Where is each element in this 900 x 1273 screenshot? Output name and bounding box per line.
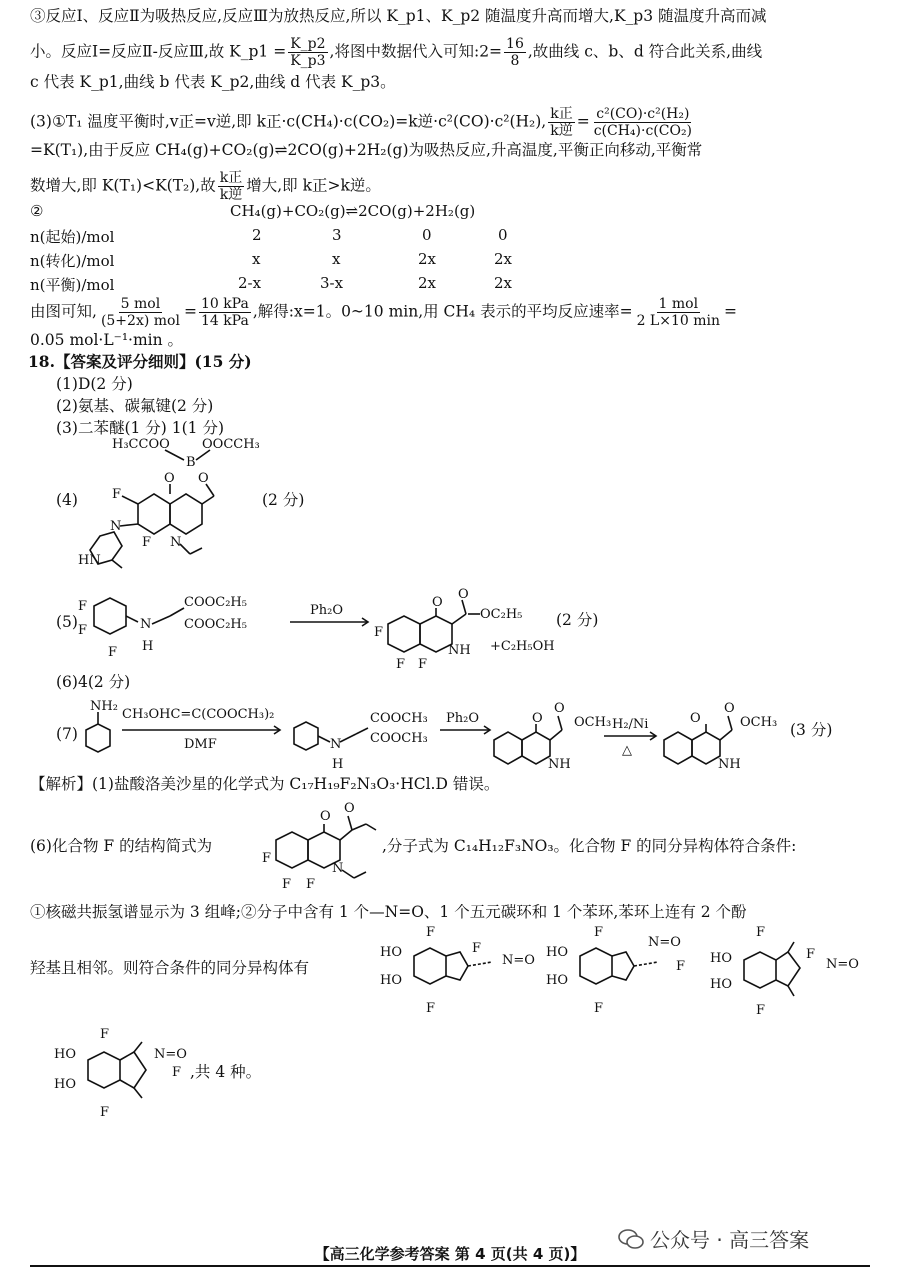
svg-text:F: F	[676, 959, 686, 974]
svg-text:F: F	[426, 925, 436, 940]
svg-text:F: F	[262, 851, 272, 866]
svg-text:O: O	[458, 587, 469, 602]
svg-text:OCH₃: OCH₃	[574, 715, 612, 730]
svg-text:COOCH₃: COOCH₃	[370, 731, 428, 746]
svg-text:NH: NH	[548, 757, 571, 772]
explanation-8: 羟基且相邻。则符合条件的同分异构体有	[30, 959, 310, 977]
svg-text:N: N	[170, 535, 182, 550]
svg-text:O: O	[320, 809, 331, 824]
svg-text:O: O	[432, 595, 443, 610]
footer-rule	[30, 1265, 870, 1267]
svg-text:F: F	[806, 947, 816, 962]
svg-text:F: F	[306, 877, 316, 892]
explanation-1: 【解析】(1)盐酸洛美沙星的化学式为 C₁₇H₁₉F₂N₃O₃·HCl.D 错误。	[30, 775, 500, 793]
svg-text:HO: HO	[710, 977, 732, 992]
svg-text:COOC₂H₅: COOC₂H₅	[184, 595, 247, 610]
line-12: 0.05 mol·L⁻¹·min 。	[30, 331, 184, 349]
svg-text:F: F	[172, 1065, 182, 1080]
svg-text:F: F	[594, 1001, 604, 1016]
svg-text:N: N	[110, 519, 122, 534]
line-5: =K(T₁),由于反应 CH₄(g)+CO₂(g)⇌2CO(g)+2H₂(g)为吸热反应,升高温度,平衡正向移动,平衡常	[30, 141, 703, 159]
isomer-1	[380, 925, 535, 1016]
svg-text:+C₂H₅OH: +C₂H₅OH	[490, 639, 555, 654]
svg-text:F: F	[756, 925, 766, 940]
svg-text:NH: NH	[448, 643, 471, 658]
svg-text:N=O: N=O	[648, 935, 681, 950]
line-1: ③反应Ⅰ、反应Ⅱ为吸热反应,反应Ⅲ为放热反应,所以 K_p1、K_p2 随温度升高而增大,K_p3 随温度升高而减	[30, 7, 767, 25]
svg-text:HN: HN	[78, 553, 101, 568]
svg-text:CH₃OHC=C(COOCH₃)₂: CH₃OHC=C(COOCH₃)₂	[122, 707, 275, 722]
svg-text:COOC₂H₅: COOC₂H₅	[184, 617, 247, 632]
svg-text:N: N	[332, 861, 344, 876]
svg-text:HO: HO	[380, 973, 402, 988]
svg-text:H: H	[142, 639, 154, 654]
svg-text:F: F	[426, 1001, 436, 1016]
svg-text:N=O: N=O	[502, 953, 535, 968]
svg-text:O: O	[532, 711, 543, 726]
svg-text:NH₂: NH₂	[90, 699, 118, 714]
svg-text:HO: HO	[54, 1047, 76, 1062]
svg-text:F: F	[472, 941, 482, 956]
svg-text:F: F	[396, 657, 406, 672]
svg-text:O: O	[724, 701, 735, 716]
svg-text:Ph₂O: Ph₂O	[446, 711, 479, 726]
svg-text:HO: HO	[546, 973, 568, 988]
svg-text:O: O	[690, 711, 701, 726]
explanation-6-a: (6)化合物 F 的结构简式为	[30, 837, 213, 855]
answer-7-label: (7)	[56, 725, 78, 743]
svg-text:HO: HO	[710, 951, 732, 966]
svg-text:N: N	[140, 617, 152, 632]
svg-text:NH: NH	[718, 757, 741, 772]
svg-text:O: O	[344, 801, 355, 816]
svg-text:DMF: DMF	[184, 737, 217, 752]
synthesis-route-7	[84, 696, 824, 776]
svg-text:H₃CCOO: H₃CCOO	[112, 437, 170, 452]
svg-text:F: F	[418, 657, 428, 672]
explanation-6-b: ,分子式为 C₁₄H₁₂F₃NO₃。化合物 F 的同分异构体符合条件:	[382, 837, 797, 855]
page-footer: 【高三化学参考答案 第 4 页(共 4 页)】	[314, 1245, 586, 1263]
line-11: 由图可知, $\frac{\text{5 mol}}{\text{(5+2x) mol}}$ = $\frac{\text{10 kPa}}{\text{14 kPa}}$ ,解得:x=1。0~10 min,用 CH₄ 表示的平均反应速率= $\frac{\text{1 mol}}{2 L\times 10 \min}$ =	[30, 296, 737, 329]
answer-1: (1)D(2 分)	[56, 375, 133, 393]
line-4: (3)①T₁ 温度平衡时,v正=v逆,即 k正·c(CH₄)·c(CO₂)=k逆·c²(CO)·c²(H₂), $\frac{\text{k正}}{\text{k逆}}$ = $\frac{\text{c²(CO)·c²(H₂)}}{\text{c(CH₄)·c(CO₂)}}$	[30, 106, 693, 139]
svg-text:F: F	[112, 487, 122, 502]
svg-text:OC₂H₅: OC₂H₅	[480, 607, 523, 622]
question-18-heading: 18.【答案及评分细则】(15 分)	[28, 352, 252, 371]
answer-5-score: (2 分)	[556, 611, 599, 629]
boron-chelate-structure	[78, 436, 270, 576]
isomer-2	[546, 925, 685, 1016]
explanation-9: ,共 4 种。	[190, 1063, 262, 1081]
svg-text:F: F	[282, 877, 292, 892]
answer-6: (6)4(2 分)	[56, 673, 131, 691]
compound-f-structure	[262, 796, 372, 896]
svg-text:H₂/Ni: H₂/Ni	[612, 717, 649, 732]
svg-text:F: F	[78, 623, 88, 638]
svg-text:O: O	[164, 471, 175, 486]
svg-text:F: F	[108, 645, 118, 660]
svg-text:HO: HO	[546, 945, 568, 960]
answer-5-label: (5)	[56, 613, 78, 631]
answer-7-score: (3 分)	[790, 721, 833, 739]
svg-text:N=O: N=O	[154, 1047, 187, 1062]
svg-text:H: H	[332, 757, 344, 772]
line-2: 小。反应Ⅰ=反应Ⅱ-反应Ⅲ,故 K_p1 = $\frac{K\_p2}{K\_p3}$ ,将图中数据代入可知:2= $\frac{16}{8}$ ,故曲线 c、b、d 符合此关系,曲线	[30, 36, 763, 69]
svg-text:B: B	[186, 455, 196, 470]
svg-text:COOCH₃: COOCH₃	[370, 711, 428, 726]
svg-text:OOCCH₃: OOCCH₃	[202, 437, 260, 452]
svg-text:F: F	[374, 625, 384, 640]
svg-text:HO: HO	[380, 945, 402, 960]
line-6: 数增大,即 K(T₁)<K(T₂),故 $\frac{\text{k正}}{\text{k逆}}$ 增大,即 k正>k逆。	[30, 170, 381, 203]
answer-3: (3)二苯醚(1 分) 1(1 分)	[56, 419, 225, 437]
explanation-7: ①核磁共振氢谱显示为 3 组峰;②分子中含有 1 个—N=O、1 个五元碳环和 1 个苯环,苯环上连有 2 个酚	[30, 903, 747, 921]
svg-text:Ph₂O: Ph₂O	[310, 603, 343, 618]
isomer-structures-row	[380, 922, 880, 1018]
answer-4-score: (2 分)	[262, 491, 305, 509]
svg-text:N=O: N=O	[826, 957, 859, 972]
watermark: 公众号 · 高三答案	[618, 1224, 809, 1253]
svg-text:O: O	[198, 471, 209, 486]
svg-text:F: F	[142, 535, 152, 550]
svg-text:F: F	[756, 1003, 766, 1018]
svg-text:F: F	[594, 925, 604, 940]
isomer-3	[710, 925, 859, 1018]
svg-text:OCH₃: OCH₃	[740, 715, 778, 730]
reaction-5-scheme	[78, 584, 598, 676]
svg-text:N: N	[330, 737, 342, 752]
svg-text:F: F	[100, 1027, 110, 1042]
answer-4-label: (4)	[56, 491, 78, 509]
line-3: c 代表 K_p1,曲线 b 代表 K_p2,曲线 d 代表 K_p3。	[30, 73, 396, 91]
answer-2: (2)氨基、碳氟键(2 分)	[56, 397, 214, 415]
svg-text:HO: HO	[54, 1077, 76, 1092]
svg-text:F: F	[100, 1105, 110, 1120]
svg-text:F: F	[78, 599, 88, 614]
svg-text:O: O	[554, 701, 565, 716]
svg-text:△: △	[622, 743, 632, 758]
